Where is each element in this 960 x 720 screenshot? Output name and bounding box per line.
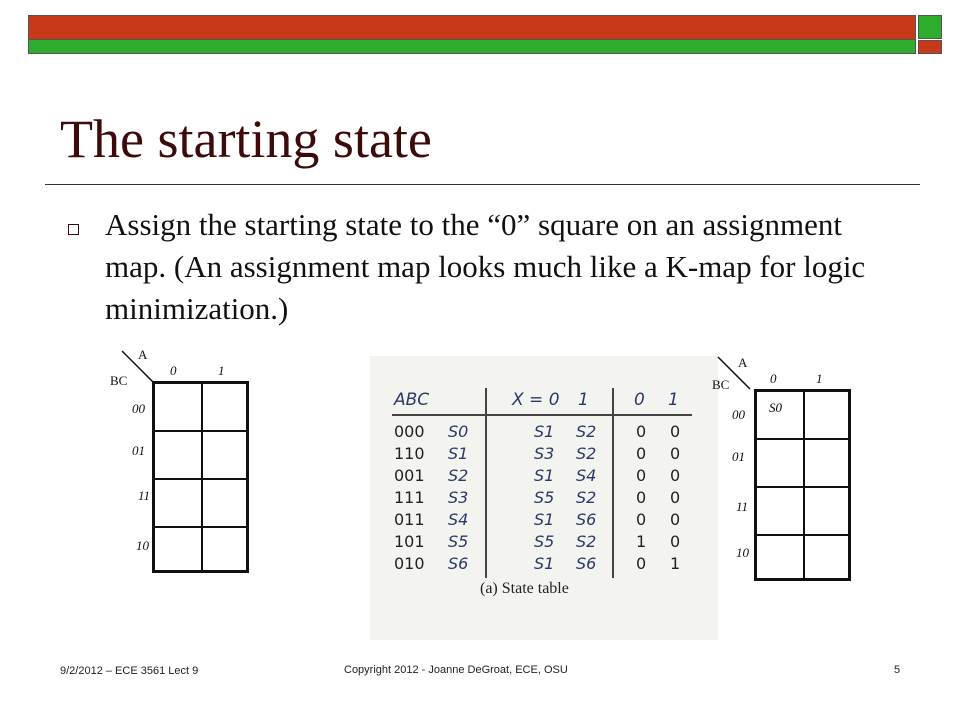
table-divider bbox=[612, 388, 614, 578]
map-cell bbox=[756, 487, 804, 535]
map-var-a: A bbox=[138, 347, 148, 362]
left-assignment-map bbox=[100, 345, 260, 585]
map-cell bbox=[202, 527, 247, 571]
map-var-bc: BC bbox=[110, 373, 128, 388]
bullet-text: Assign the starting state to the “0” square on an assignment map. (An assignment map looks much like a K-map for logic minimization.) bbox=[105, 207, 866, 326]
table-cell-abc: 101 bbox=[394, 532, 425, 551]
table-cell-state: S4 bbox=[448, 510, 469, 529]
map-var-bc: BC bbox=[712, 377, 730, 392]
map-col-label: 1 bbox=[816, 371, 823, 386]
map-row-label: 01 bbox=[732, 449, 745, 464]
map-row-label: 00 bbox=[732, 407, 745, 422]
table-cell-next0: S1 bbox=[534, 554, 555, 573]
map-cell bbox=[202, 479, 247, 527]
table-cell-out1: 1 bbox=[670, 554, 681, 573]
table-cell-abc: 010 bbox=[394, 554, 425, 573]
header-bar-green bbox=[28, 40, 916, 54]
table-cell-abc: 000 bbox=[394, 422, 425, 441]
table-cell-out0: 0 bbox=[636, 444, 647, 463]
map-cell bbox=[756, 535, 804, 579]
map-cell bbox=[804, 439, 849, 487]
table-cell-next1: S6 bbox=[576, 554, 597, 573]
map-cell bbox=[154, 479, 202, 527]
header-bar-red bbox=[28, 15, 916, 40]
table-header: 0 bbox=[634, 390, 645, 410]
footer-copyright: Copyright 2012 - Joanne DeGroat, ECE, OSU bbox=[344, 664, 568, 676]
table-cell-next0: S1 bbox=[534, 422, 555, 441]
table-cell-state: S2 bbox=[448, 466, 469, 485]
footer-date: 9/2/2012 – ECE 3561 Lect 9 bbox=[60, 665, 199, 677]
table-cell-state: S0 bbox=[448, 422, 469, 441]
assigned-state-label: S0 bbox=[769, 400, 782, 415]
header-square-red bbox=[918, 40, 942, 54]
table-cell-abc: 001 bbox=[394, 466, 425, 485]
map-row-label: 11 bbox=[736, 499, 749, 514]
bullet-square-icon bbox=[68, 224, 79, 235]
map-row-label: 11 bbox=[138, 488, 151, 503]
table-cell-state: S6 bbox=[448, 554, 469, 573]
table-cell-out0: 0 bbox=[636, 422, 647, 441]
table-cell-next1: S6 bbox=[576, 510, 597, 529]
table-cell-next1: S2 bbox=[576, 488, 597, 507]
table-cell-out1: 0 bbox=[670, 422, 681, 441]
map-cell bbox=[804, 487, 849, 535]
map-cell-starting-state bbox=[756, 391, 804, 439]
table-cell-abc: 011 bbox=[394, 510, 425, 529]
table-cell-out0: 0 bbox=[636, 466, 647, 485]
map-cell bbox=[202, 431, 247, 479]
table-cell-next1: S2 bbox=[576, 532, 597, 551]
map-col-label: 1 bbox=[218, 363, 225, 378]
map-cell bbox=[154, 431, 202, 479]
map-var-a: A bbox=[738, 355, 748, 370]
table-header: X = 0 bbox=[512, 390, 560, 410]
table-cell-state: S5 bbox=[448, 532, 469, 551]
table-cell-next0: S1 bbox=[534, 466, 555, 485]
state-table-image bbox=[370, 356, 718, 640]
map-cell bbox=[154, 527, 202, 571]
table-cell-out0: 1 bbox=[636, 532, 647, 551]
table-cell-out1: 0 bbox=[670, 510, 681, 529]
table-cell-next1: S4 bbox=[576, 466, 597, 485]
table-cell-abc: 111 bbox=[394, 488, 425, 507]
table-cell-next0: S5 bbox=[534, 532, 555, 551]
table-cell-out1: 0 bbox=[670, 444, 681, 463]
table-cell-state: S3 bbox=[448, 488, 469, 507]
table-header: 1 bbox=[578, 390, 589, 410]
map-col-label: 0 bbox=[170, 363, 177, 378]
title-divider bbox=[45, 184, 920, 185]
map-cell bbox=[756, 439, 804, 487]
map-grid bbox=[754, 389, 851, 581]
map-cell bbox=[804, 535, 849, 579]
table-cell-state: S1 bbox=[448, 444, 469, 463]
table-cell-abc: 110 bbox=[394, 444, 425, 463]
map-cell bbox=[154, 383, 202, 431]
table-header-rule bbox=[392, 414, 692, 416]
map-grid bbox=[152, 381, 249, 573]
map-col-label: 0 bbox=[770, 371, 777, 386]
map-row-label: 10 bbox=[136, 538, 149, 553]
table-cell-next1: S2 bbox=[576, 422, 597, 441]
table-cell-next0: S1 bbox=[534, 510, 555, 529]
map-cell bbox=[804, 391, 849, 439]
map-row-label: 10 bbox=[736, 545, 749, 560]
table-caption: (a) State table bbox=[480, 580, 569, 597]
table-cell-out0: 0 bbox=[636, 510, 647, 529]
map-row-label: 00 bbox=[132, 401, 145, 416]
table-cell-out0: 0 bbox=[636, 554, 647, 573]
table-cell-next1: S2 bbox=[576, 444, 597, 463]
table-cell-out1: 0 bbox=[670, 532, 681, 551]
right-assignment-map bbox=[706, 353, 866, 593]
table-cell-out1: 0 bbox=[670, 488, 681, 507]
map-cell bbox=[202, 383, 247, 431]
footer-page-number: 5 bbox=[894, 664, 901, 676]
slide-title: The starting state bbox=[60, 109, 432, 169]
table-header: 1 bbox=[668, 390, 679, 410]
table-divider bbox=[485, 388, 487, 578]
table-cell-next0: S5 bbox=[534, 488, 555, 507]
table-cell-out0: 0 bbox=[636, 488, 647, 507]
table-cell-out1: 0 bbox=[670, 466, 681, 485]
header-square-green bbox=[918, 15, 942, 39]
table-cell-next0: S3 bbox=[534, 444, 555, 463]
table-header: ABC bbox=[394, 390, 430, 410]
map-row-label: 01 bbox=[132, 443, 145, 458]
